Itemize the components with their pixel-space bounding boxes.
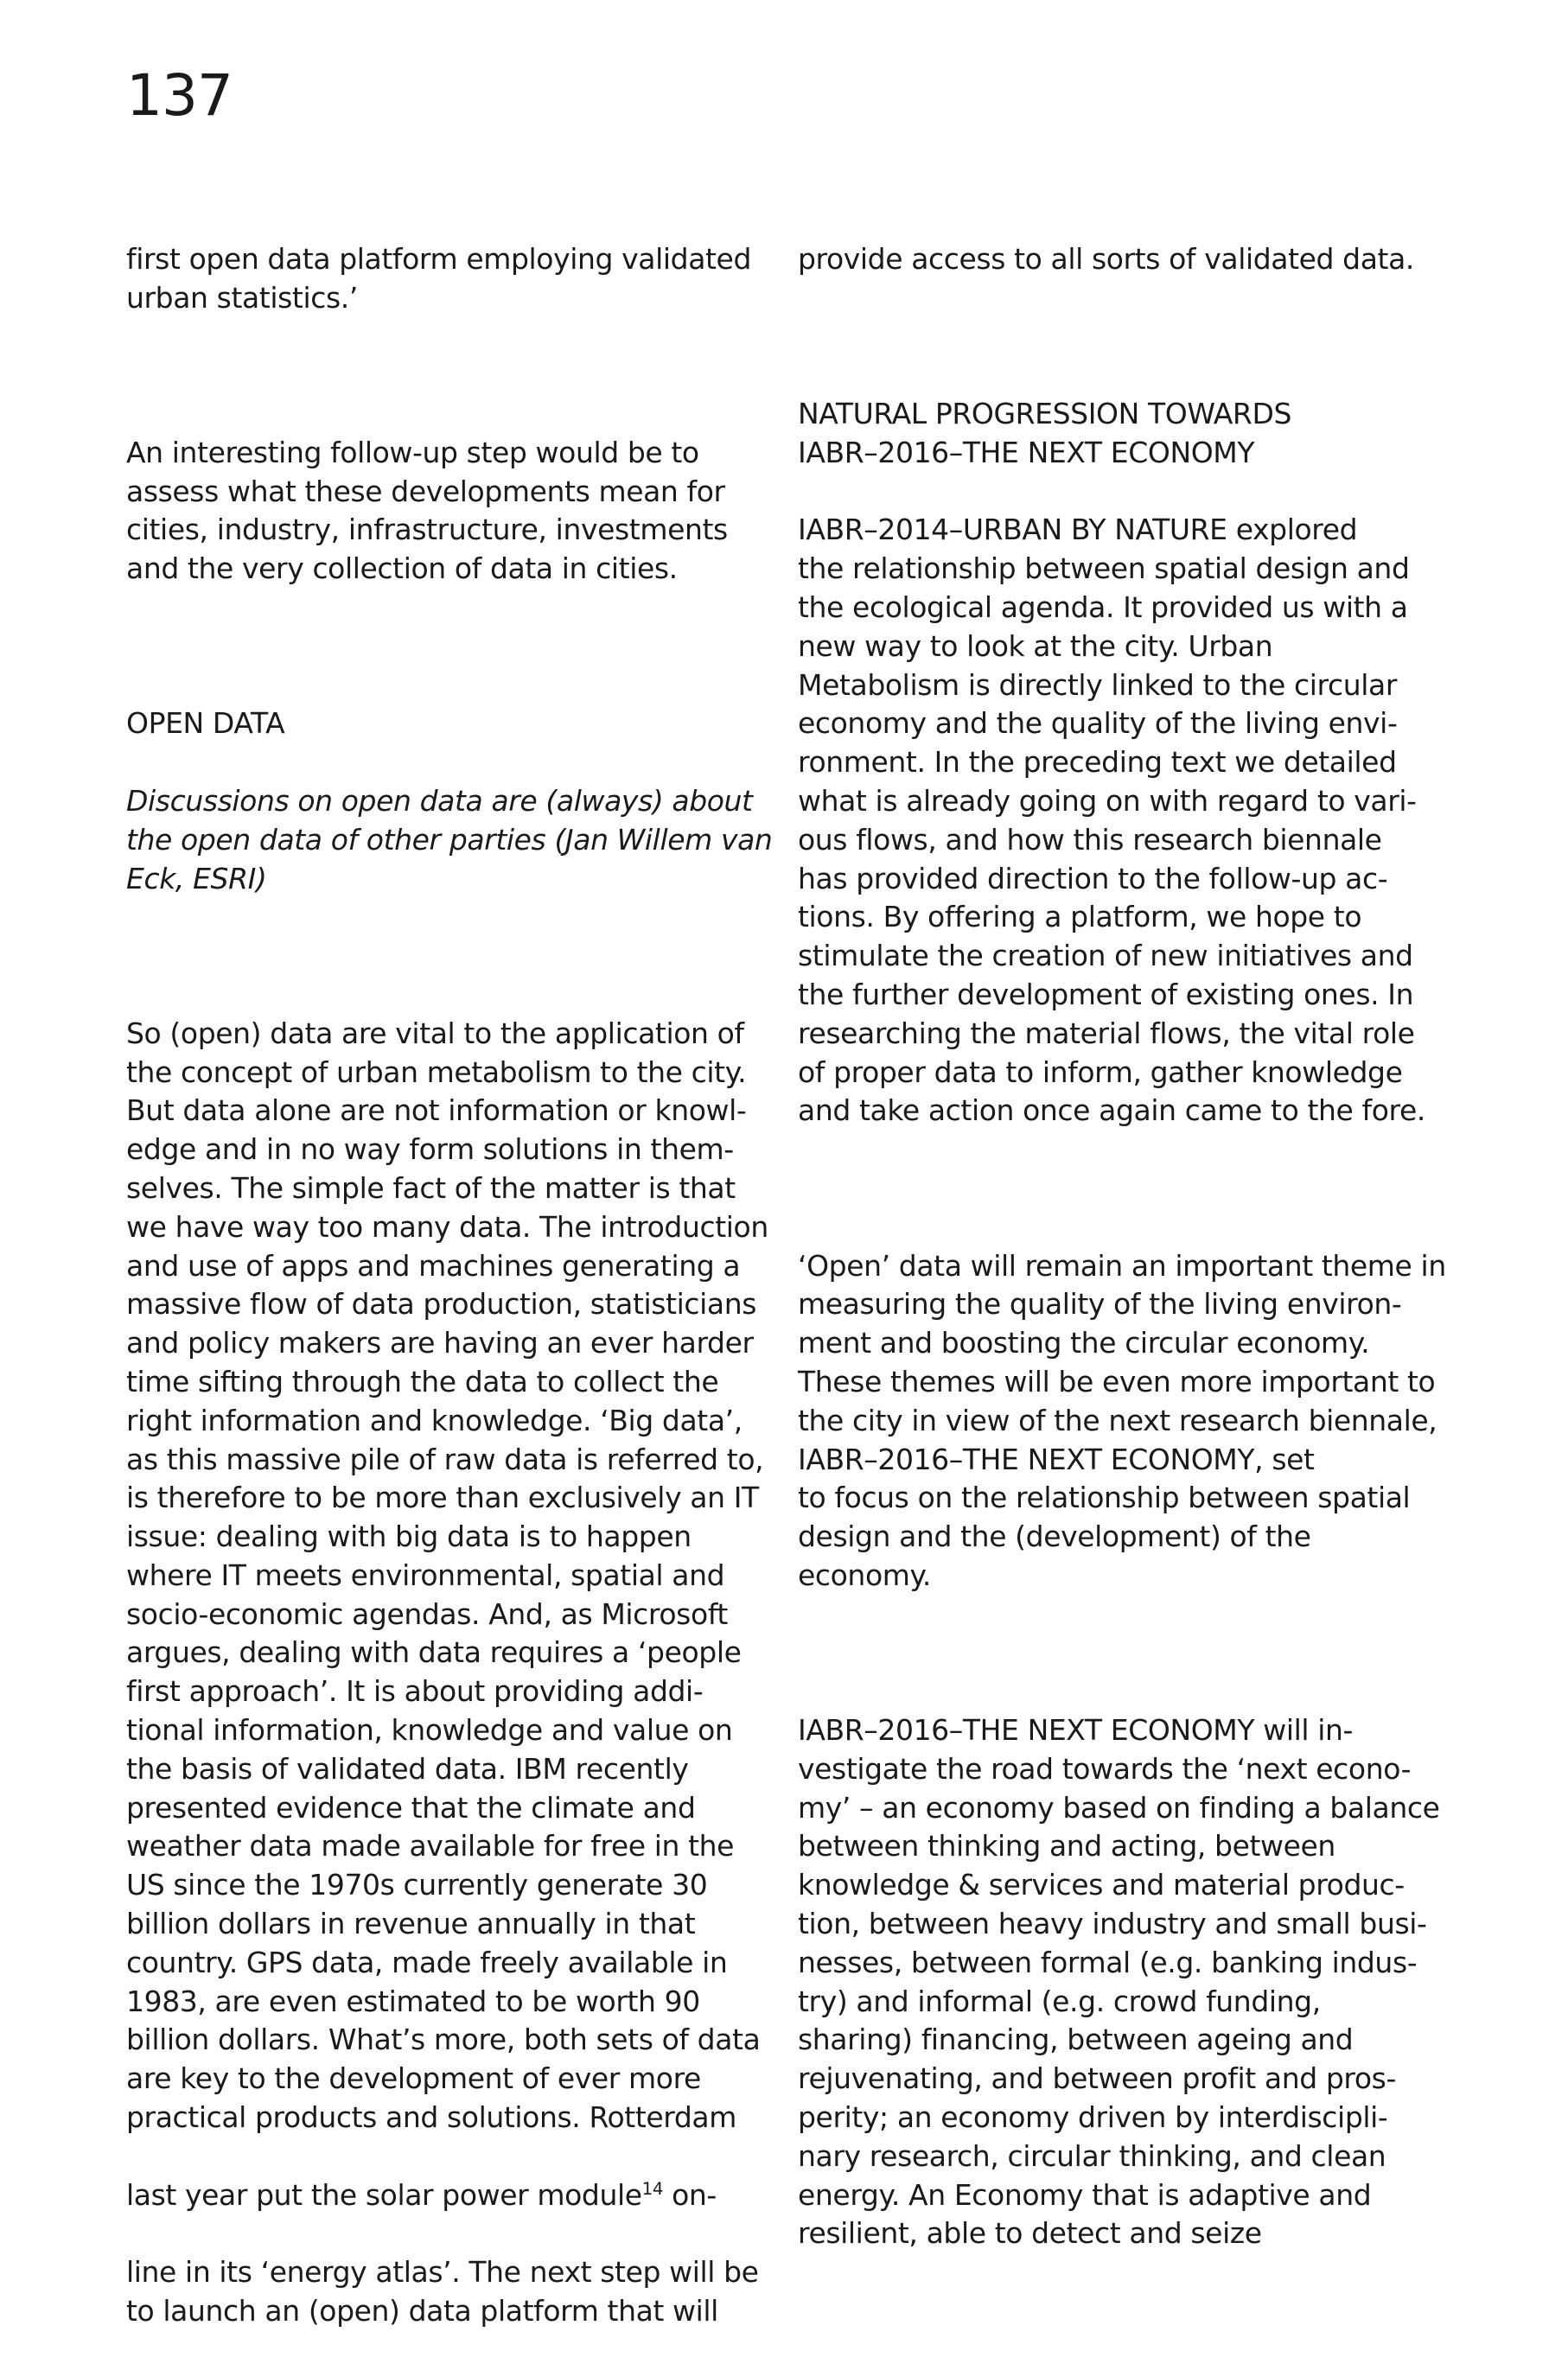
text-line: and use of apps and machines generating a [126, 1248, 741, 1283]
text-line: billion dollars in revenue annually in that [126, 1907, 696, 1941]
text-line: first approach’. It is about providing addi- [126, 1674, 704, 1709]
text-line: provide access to all sorts of validated data. [798, 241, 1414, 276]
text-line: first open data platform employing validated [126, 241, 751, 276]
text-line: But data alone are not information or knowl- [126, 1093, 747, 1128]
text-line: massive flow of data production, statisticians [126, 1287, 756, 1322]
text-line: Eck, ESRI) [126, 861, 267, 895]
paragraph [126, 240, 783, 318]
text-line: weather data made available for free in the [126, 1829, 735, 1864]
text-line: to focus on the relationship between spatial [798, 1481, 1411, 1515]
text-line: is therefore to be more than exclusively an IT [126, 1481, 759, 1515]
pull-quote [126, 782, 783, 898]
text-line: of proper data to inform, gather knowledge [798, 1054, 1403, 1089]
text-line: So (open) data are vital to the application of [126, 1016, 744, 1050]
text-line: has provided direction to the follow-up ac- [798, 861, 1388, 895]
text-line: Metabolism is directly linked to the circular [798, 667, 1397, 702]
text-fragment: last year put the solar power module [126, 2177, 642, 2212]
text-line: 1983, are even estimated to be worth 90 [126, 1984, 700, 2018]
text-line: the open data of other parties (Jan Willem van [126, 822, 773, 857]
text-line: sharing) financing, between ageing and [798, 2023, 1354, 2057]
text-line: presented evidence that the climate and [126, 1790, 696, 1825]
text-line: socio-economic agendas. And, as Microsoft [126, 1596, 728, 1631]
text-line: edge and in no way form solutions in them- [126, 1132, 734, 1167]
text-line: time sifting through the data to collect the [126, 1364, 719, 1398]
text-line: US since the 1970s currently generate 30 [126, 1868, 708, 1902]
right-column [798, 201, 1455, 2292]
text-line: and policy makers are having an ever harder [126, 1326, 754, 1360]
text-line: argues, dealing with data requires a ‘people [126, 1635, 742, 1670]
text-line: where IT meets environmental, spatial and [126, 1558, 725, 1592]
text-line: nary research, circular thinking, and clean [798, 2138, 1386, 2173]
text-line: billion dollars. What’s more, both sets of data [126, 2023, 761, 2057]
text-line: between thinking and acting, between [798, 1829, 1335, 1864]
text-line: IABR–2016–THE NEXT ECONOMY will in- [798, 1713, 1354, 1748]
text-line: measuring the quality of the living environ- [798, 1287, 1402, 1322]
paragraph [126, 434, 783, 589]
text-line [126, 2176, 783, 2215]
paragraph [798, 240, 1455, 279]
text-line: ment and boosting the circular economy. [798, 1326, 1370, 1360]
text-line: design and the (development) of the [798, 1519, 1311, 1554]
text-line: the basis of validated data. IBM recently [126, 1751, 689, 1786]
text-line: An interesting follow-up step would be to [126, 435, 699, 469]
text-line: right information and knowledge. ‘Big data’, [126, 1403, 743, 1437]
section-heading [798, 395, 1455, 473]
text-line: stimulate the creation of new initiatives and [798, 939, 1413, 973]
text-line: economy. [798, 1558, 932, 1592]
text-line: country. GPS data, made freely available in [126, 1945, 728, 1979]
text-line: energy. An Economy that is adaptive and [798, 2177, 1372, 2212]
text-line: nesses, between formal (e.g. banking indus- [798, 1945, 1418, 1979]
section-heading: OPEN DATA [126, 706, 285, 741]
text-line: as this massive pile of raw data is referred to, [126, 1442, 764, 1476]
paragraph [126, 2253, 783, 2331]
paragraph [126, 1015, 783, 2137]
text-line: NATURAL PROGRESSION TOWARDS [798, 396, 1292, 430]
footnote-reference[interactable]: 14 [641, 2178, 664, 2199]
text-line: issue: dealing with big data is to happen [126, 1519, 692, 1554]
text-line: the relationship between spatial design and [798, 551, 1410, 586]
paragraph [798, 1711, 1455, 2253]
paragraph [798, 511, 1455, 1131]
text-line: ronment. In the preceding text we detailed [798, 745, 1397, 780]
text-line: new way to look at the city. Urban [798, 628, 1273, 663]
text-line: and take action once again came to the fore. [798, 1093, 1425, 1128]
left-column [126, 201, 783, 2370]
text-line: Discussions on open data are (always) about [126, 783, 753, 818]
text-line: IABR–2014–URBAN BY NATURE explored [798, 513, 1358, 547]
text-line: tions. By offering a platform, we hope to [798, 900, 1362, 934]
text-line: what is already going on with regard to vari- [798, 783, 1417, 818]
text-line: IABR–2016–THE NEXT ECONOMY, set [798, 1442, 1315, 1476]
text-line: tional information, knowledge and value on [126, 1713, 733, 1748]
text-line: the further development of existing ones. In [798, 977, 1414, 1011]
text-line: These themes will be even more important to [798, 1364, 1436, 1398]
text-line: researching the material flows, the vital role [798, 1016, 1415, 1050]
text-line: line in its ‘energy atlas’. The next step will be [126, 2255, 759, 2290]
text-line: try) and informal (e.g. crowd funding, [798, 1984, 1321, 2018]
paragraph [798, 1247, 1455, 1596]
text-line: knowledge & services and material produc- [798, 1868, 1405, 1902]
text-line: economy and the quality of the living envi- [798, 706, 1398, 741]
text-line: the ecological agenda. It provided us with a [798, 589, 1408, 624]
text-line: IABR–2016–THE NEXT ECONOMY [798, 435, 1255, 469]
text-line: practical products and solutions. Rotterdam [126, 2100, 736, 2135]
text-line: perity; an economy driven by interdiscipli- [798, 2100, 1388, 2135]
text-line: vestigate the road towards the ‘next econo- [798, 1751, 1412, 1786]
text-line: are key to the development of ever more [126, 2061, 701, 2096]
text-line: tion, between heavy industry and small busi- [798, 1907, 1427, 1941]
text-line: rejuvenating, and between profit and pros- [798, 2061, 1396, 2096]
text-fragment: on- [663, 2177, 717, 2212]
text-line: ous flows, and how this research biennale [798, 822, 1382, 857]
text-line: we have way too many data. The introduction [126, 1209, 768, 1244]
text-line: my’ – an economy based on finding a balance [798, 1790, 1440, 1825]
text-line: the concept of urban metabolism to the city. [126, 1054, 747, 1089]
text-line: ‘Open’ data will remain an important theme in [798, 1248, 1446, 1283]
text-line: cities, industry, infrastructure, investments [126, 513, 728, 547]
text-line: to launch an (open) data platform that will [126, 2294, 718, 2329]
text-line: urban statistics.’ [126, 280, 358, 315]
text-line: the city in view of the next research biennale, [798, 1403, 1437, 1437]
text-line: selves. The simple fact of the matter is that [126, 1170, 736, 1205]
text-line: assess what these developments mean for [126, 474, 725, 508]
page-number: 137 [126, 62, 233, 129]
text-line: and the very collection of data in cities. [126, 551, 678, 586]
text-line: resilient, able to detect and seize [798, 2216, 1262, 2251]
